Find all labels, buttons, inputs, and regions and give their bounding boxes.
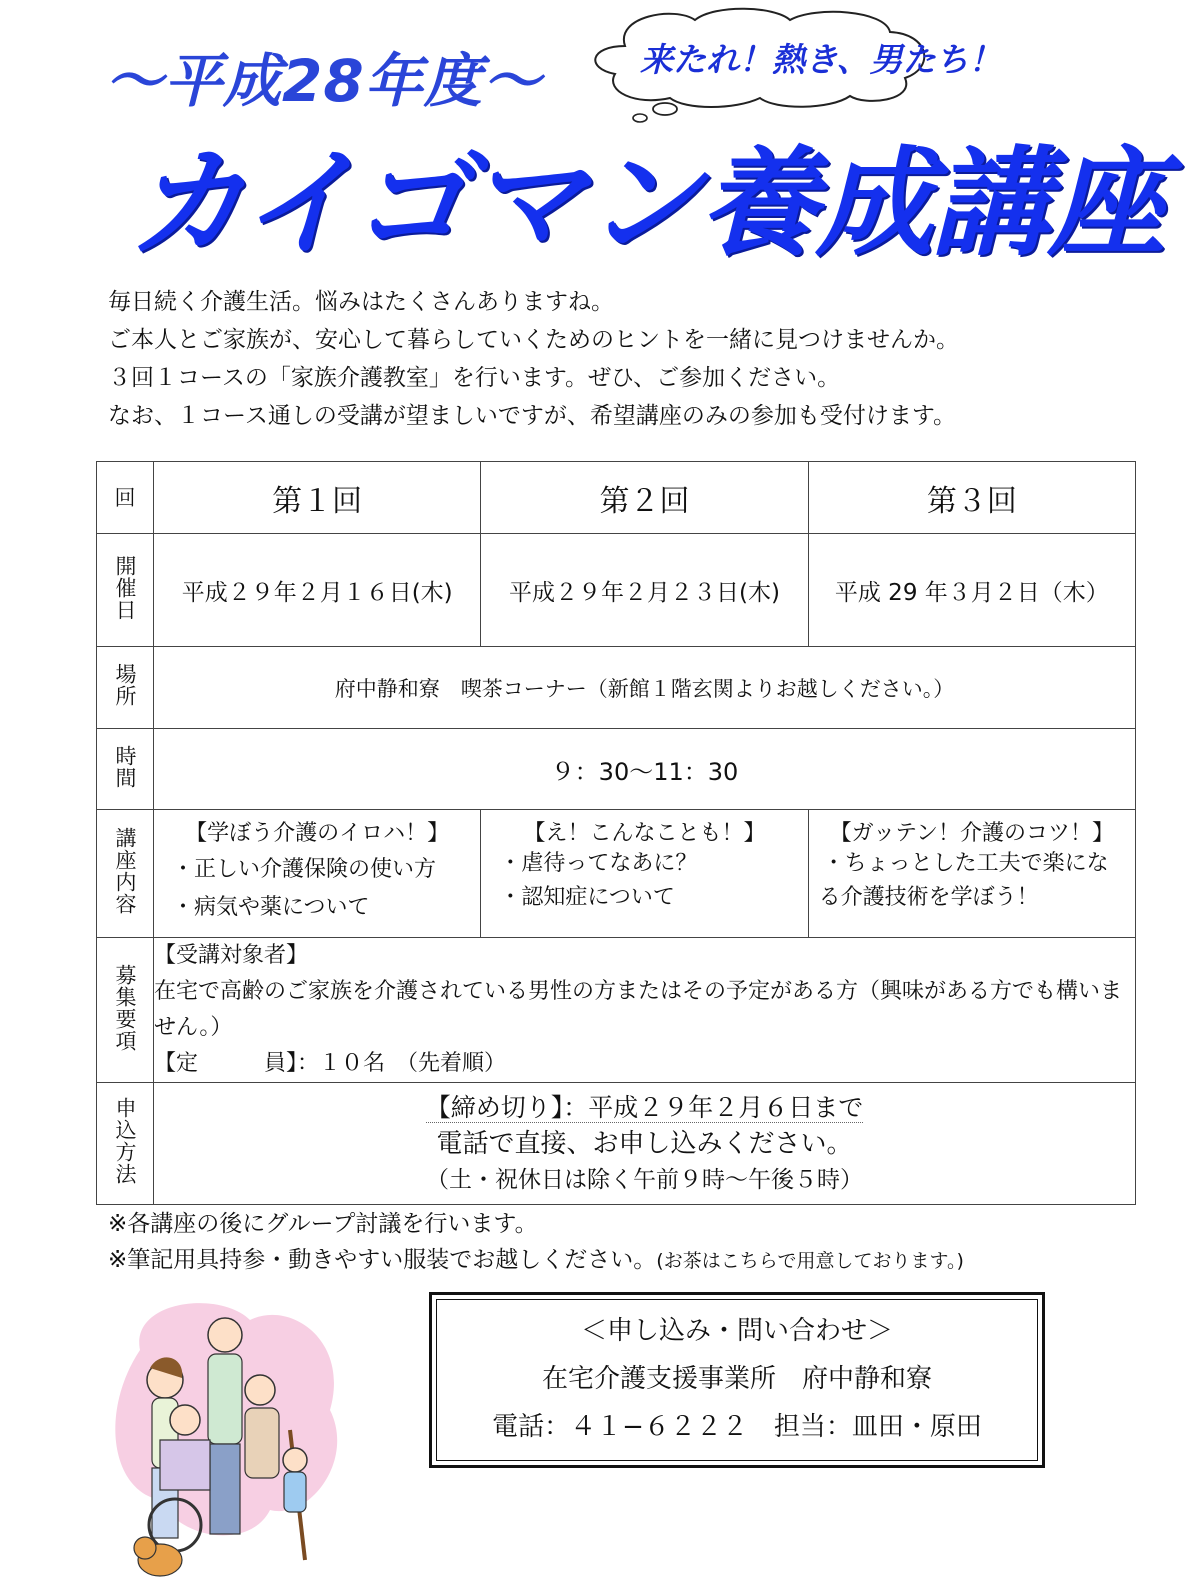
content-3 <box>808 810 1135 938</box>
content-item: ・虐待ってなあに？ <box>499 851 698 876</box>
intro-line: ３回１コースの「家族介護教室」を行います。ぜひ、ご参加ください。 <box>108 365 841 391</box>
table-row <box>97 534 1136 647</box>
table-row <box>97 810 1136 938</box>
apply-cell <box>154 1083 1136 1205</box>
contact-office: 在宅介護支援事業所 府中静和寮 <box>541 1364 932 1394</box>
content-item: ・認知症について <box>499 885 675 910</box>
target-label: 【受講対象者】 <box>154 943 309 968</box>
target-text: 在宅で高齢のご家族を介護されている男性の方またはその予定がある方（興味がある方でも構いません。） <box>154 979 1123 1040</box>
round-2-header: 第２回 <box>481 462 808 534</box>
table-row <box>97 938 1136 1083</box>
content-1 <box>154 810 481 938</box>
schedule-table <box>96 461 1136 1205</box>
capacity-text: 【定 員】：１０名 （先着順） <box>154 1051 507 1076</box>
intro-line: なお、１コース通しの受講が望ましいですが、希望講座のみの参加も受付けます。 <box>108 403 957 429</box>
round-3-header: 第３回 <box>808 462 1135 534</box>
table-row <box>97 647 1136 729</box>
table-row <box>97 462 1136 534</box>
contact-phone: 電話：４１−６２２２ 担当：皿田・原田 <box>492 1412 982 1442</box>
content-title: 【ガッテン！介護のコツ！】 <box>829 821 1115 846</box>
note-line: ※各講座の後にグループ討議を行います。 <box>108 1211 538 1237</box>
contact-box <box>429 1292 1045 1468</box>
time-cell: ９：30〜11：30 <box>154 729 1136 810</box>
intro-line: 毎日続く介護生活。悩みはたくさんありますね。 <box>108 289 614 315</box>
date-3: 平成 29 年３月２日（木） <box>808 534 1135 647</box>
note-line: ※筆記用具持参・動きやすい服装でお越しください。(お茶はこちらで用意しております。) <box>108 1247 964 1273</box>
content-item: ・病気や薬について <box>172 895 370 920</box>
note-small: (お茶はこちらで用意しております。) <box>656 1250 964 1272</box>
intro-text <box>108 283 959 435</box>
apply-hours: （土・祝休日は除く午前９時〜午後５時） <box>426 1166 863 1193</box>
apply-method: 電話で直接、お申し込みください。 <box>436 1128 853 1159</box>
row-head-apply: 申込方法 <box>97 1083 154 1205</box>
bubble-text: 来たれ！熱き、男たち！ <box>640 40 1002 79</box>
row-head-place: 場所 <box>97 647 154 729</box>
date-1: 平成２９年２月１６日(木) <box>154 534 481 647</box>
main-title: カイゴマン養成講座 <box>128 134 1164 272</box>
content-item: ・ちょっとした工夫で楽にな <box>822 851 1109 876</box>
recruit-cell <box>154 938 1136 1083</box>
era-heading: 〜平成28年度〜 <box>105 47 542 115</box>
deadline-text: 【締め切り】：平成２９年２月６日まで <box>425 1092 864 1122</box>
content-title: 【え！こんなことも！】 <box>523 821 766 846</box>
row-head-round: 回 <box>97 462 154 534</box>
content-item: る介護技術を学ぼう！ <box>818 885 1039 910</box>
row-head-date: 開催日 <box>97 534 154 647</box>
intro-line: ご本人とご家族が、安心して暮らしていくためのヒントを一緒に見つけませんか。 <box>108 327 959 353</box>
notes <box>108 1206 964 1279</box>
content-2 <box>481 810 808 938</box>
contact-heading: ＜申し込み・問い合わせ＞ <box>580 1316 893 1346</box>
content-item: ・正しい介護保険の使い方 <box>172 857 437 882</box>
table-row <box>97 729 1136 810</box>
place-cell: 府中静和寮 喫茶コーナー（新館１階玄関よりお越しください。） <box>154 647 1136 729</box>
round-1-header: 第１回 <box>154 462 481 534</box>
family-illustration <box>100 1290 360 1590</box>
content-title: 【学ぼう介護のイロハ！】 <box>185 821 450 846</box>
row-head-content: 講座内容 <box>97 810 154 938</box>
row-head-recruit: 募集要項 <box>97 938 154 1083</box>
row-head-time: 時間 <box>97 729 154 810</box>
table-row <box>97 1083 1136 1205</box>
date-2: 平成２９年２月２３日(木) <box>481 534 808 647</box>
